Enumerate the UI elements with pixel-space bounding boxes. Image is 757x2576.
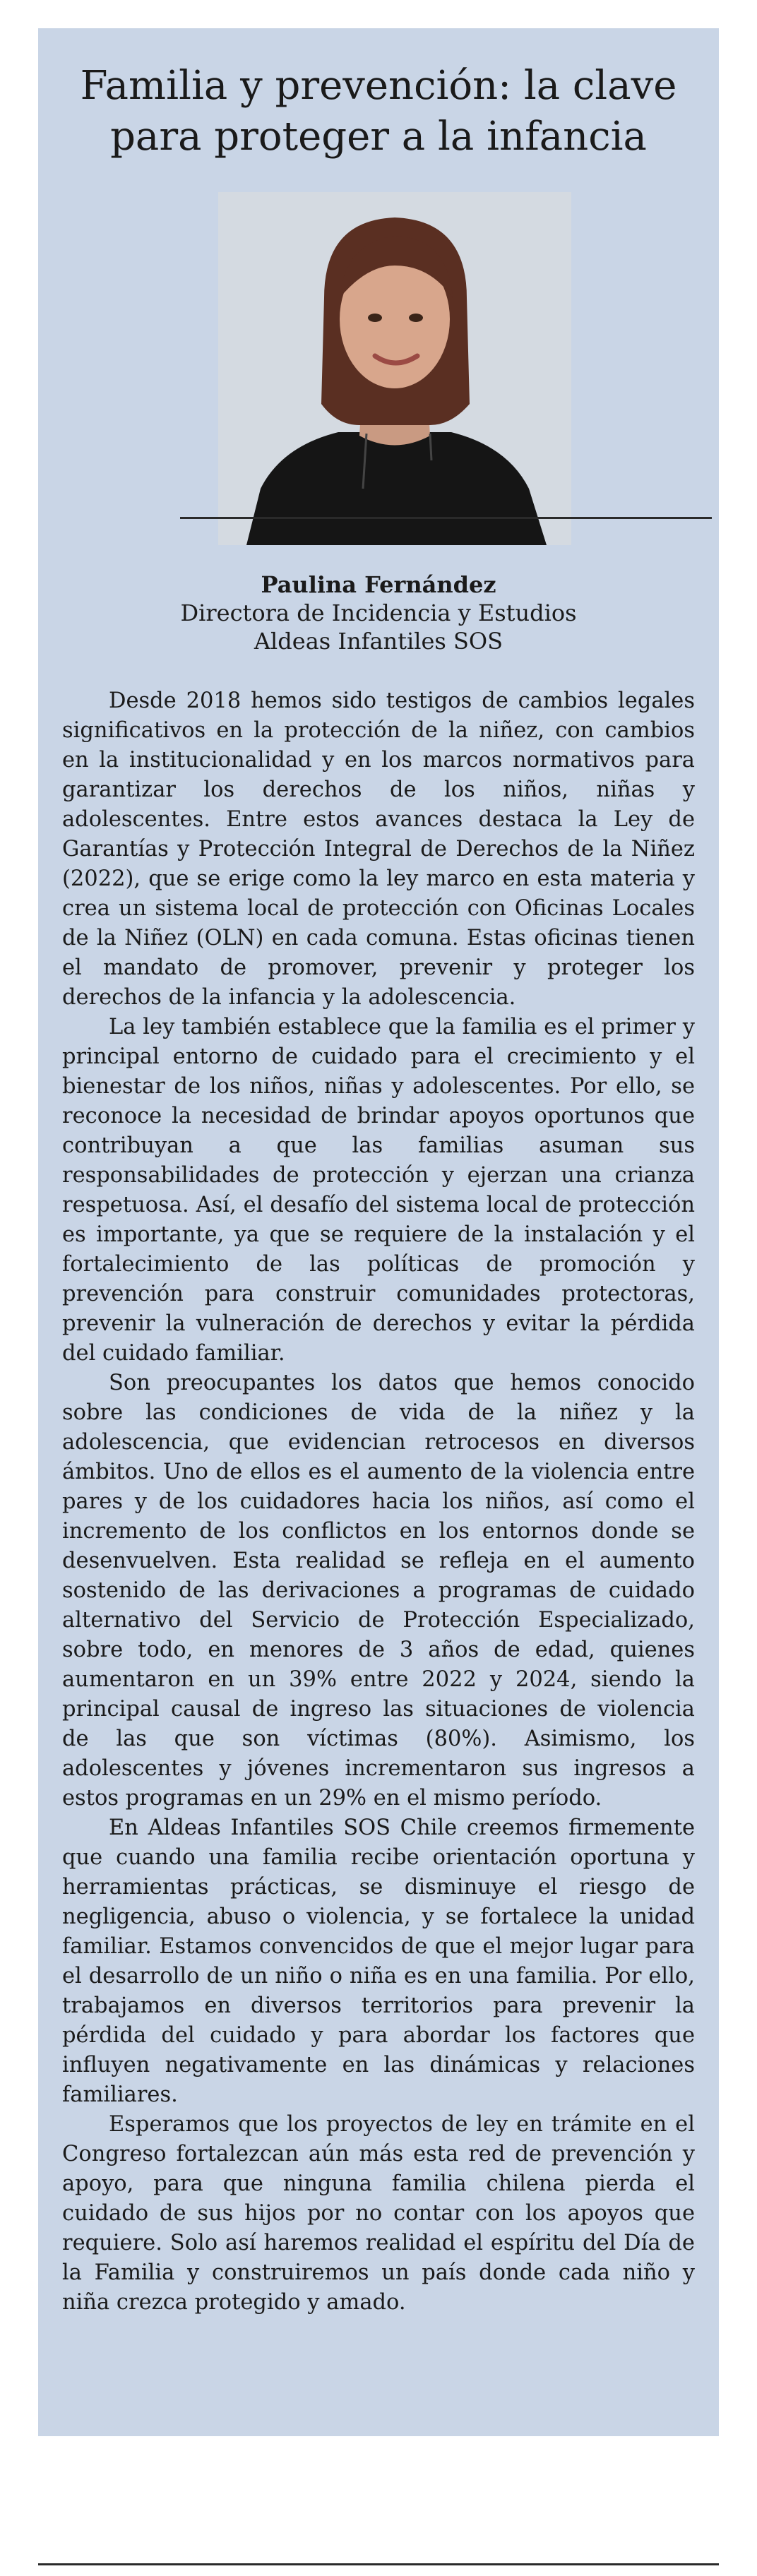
author-role: Directora de Incidencia y Estudios <box>180 600 577 626</box>
article-body <box>62 686 695 2318</box>
bottom-divider <box>38 2563 719 2565</box>
paragraph: En Aldeas Infantiles SOS Chile creemos firmemente que cuando una familia recibe orientación oportuna y herramientas prácticas, se disminuye el riesgo de negligencia, abuso o violencia, y se fortalece la unidad familiar. Estamos convencidos de que el mejor lugar para el desarrollo de un niño o niña es en una familia. Por ello, trabajamos en diversos territorios para prevenir la pérdida del cuidado y para abordar los factores que influyen negativamente en las dinámicas y relaciones familiares. <box>62 1815 695 2107</box>
paragraph: La ley también establece que la familia es el primer y principal entorno de cuidado para el crecimiento y el bienestar de los niños, niñas y adolescentes. Por ello, se reconoce la necesidad de brindar apoyos oportunos que contribuyan a que las familias asuman sus responsabilidades de protección y ejerzan una crianza respetuosa. Así, el desafío del sistema local de protección es importante, ya que se requiere de la instalación y el fortalecimiento de las políticas de promoción y prevención para construir comunidades protectoras, prevenir la vulneración de derechos y evitar la pérdida del cuidado familiar. <box>62 1015 695 1366</box>
author-photo <box>218 192 571 545</box>
paragraph: Esperamos que los proyectos de ley en trámite en el Congreso fortalezcan aún más esta red de prevención y apoyo, para que ninguna familia chilena pierda el cuidado de sus hijos por no contar con los apoyos que requiere. Solo así haremos realidad el espíritu del Día de la Familia y construiremos un país donde cada niño y niña crezca protegido y amado. <box>62 2112 695 2315</box>
person-portrait-icon <box>218 192 571 545</box>
paragraph: Son preocupantes los datos que hemos conocido sobre las condiciones de vida de la niñez y la adolescencia, que evidencian retrocesos en diversos ámbitos. Uno de ellos es el aumento de la violencia entre pares y de los cuidadores hacia los niños, así como el incremento de los conflictos en los entornos donde se desenvuelven. Esta realidad se refleja en el aumento sostenido de las derivaciones a programas de cuidado alternativo del Servicio de Protección Especializado, sobre todo, en menores de 3 años de edad, quienes aumentaron en un 39% entre 2022 y 2024, siendo la principal causal de ingreso las situaciones de violencia de las que son víctimas (80%). Asimismo, los adolescentes y jóvenes incrementaron sus ingresos a estos programas en un 29% en el mismo período. <box>62 1371 695 1811</box>
article-panel <box>38 28 719 2436</box>
author-block <box>38 571 719 655</box>
paragraph: Desde 2018 hemos sido testigos de cambios legales significativos en la protección de la niñez, con cambios en la institucionalidad y en los marcos normativos para garantizar los derechos de los niños, niñas y adolescentes. Entre estos avances destaca la Ley de Garantías y Protección Integral de Derechos de la Niñez (2022), que se erige como la ley marco en esta materia y crea un sistema local de protección con Oficinas Locales de la Niñez (OLN) en cada comuna. Estas oficinas tienen el mandato de promover, prevenir y proteger los derechos de la infancia y la adolescencia. <box>62 688 695 1010</box>
author-name: Paulina Fernández <box>261 571 496 598</box>
article-headline: Familia y prevención: la clave para proteger a la infancia <box>80 63 677 160</box>
author-organization: Aldeas Infantiles SOS <box>254 628 503 655</box>
photo-divider <box>180 517 712 519</box>
